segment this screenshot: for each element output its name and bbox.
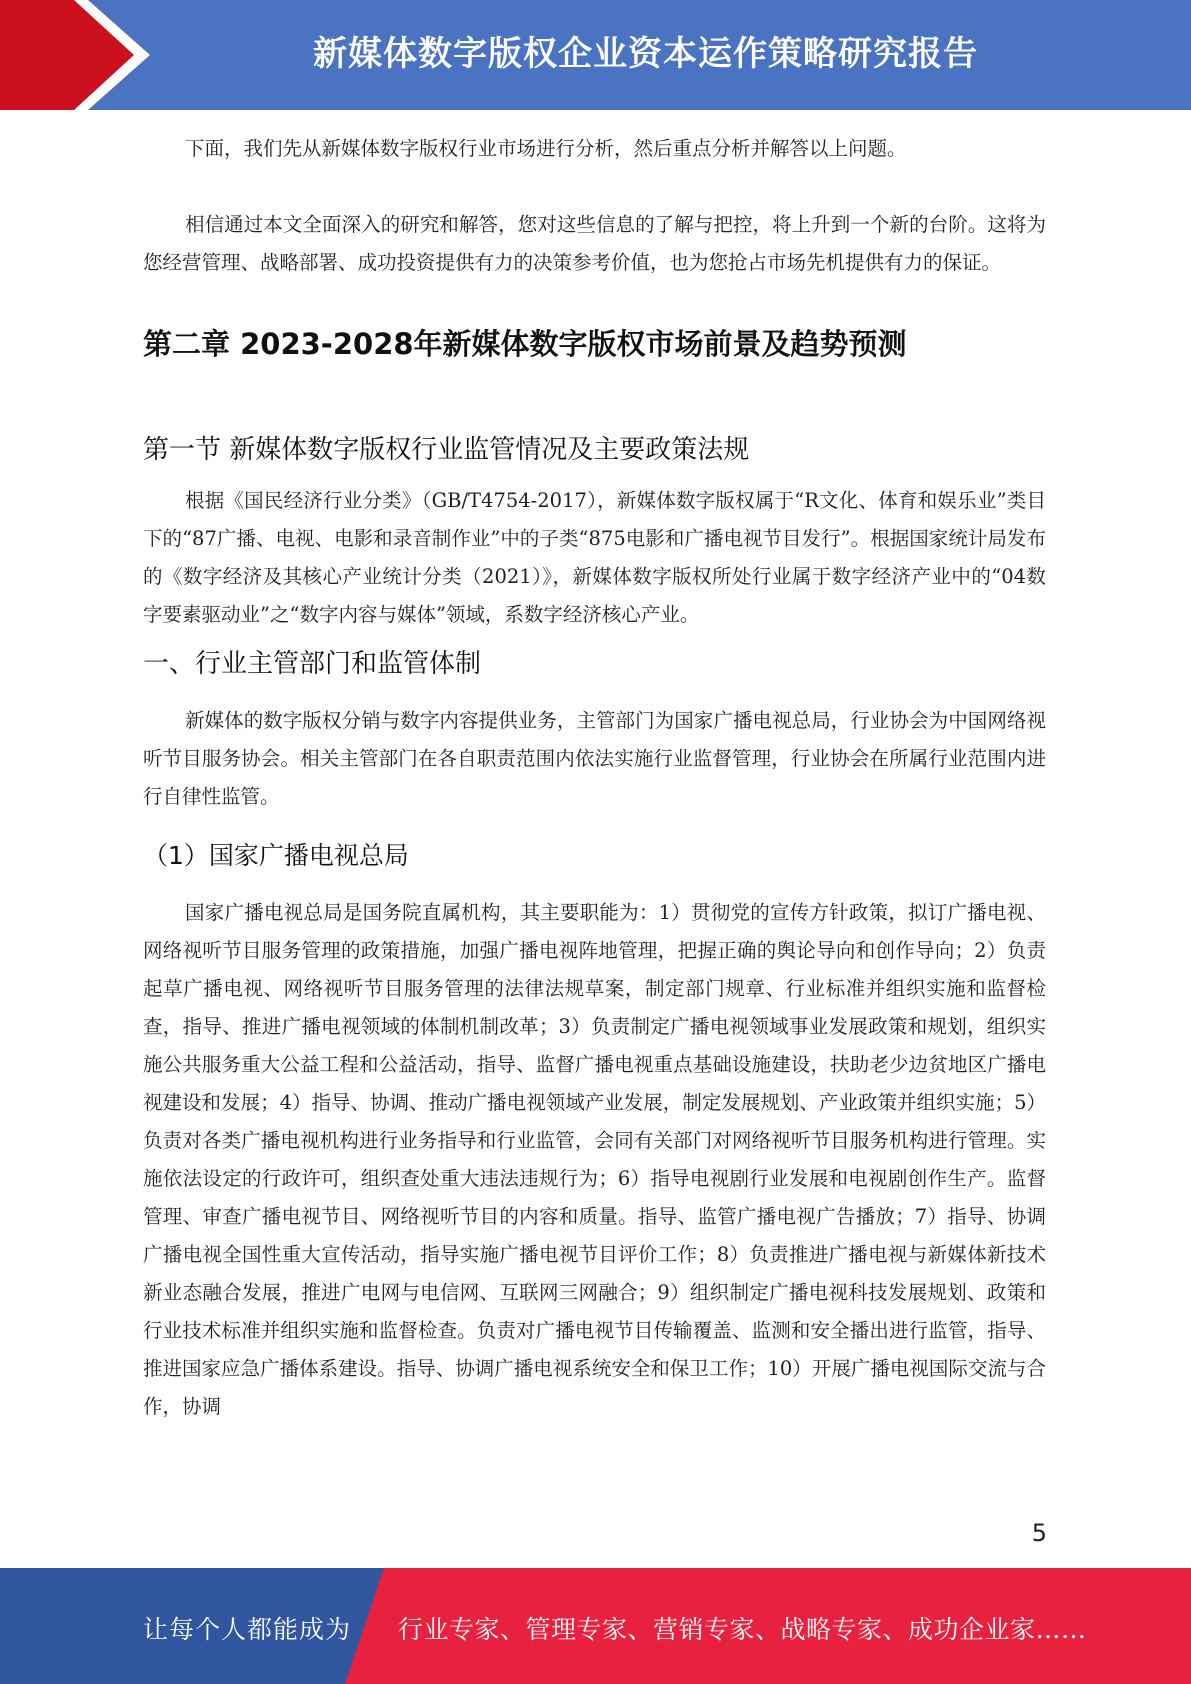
subsection-title: 一、行业主管部门和监管体制 — [143, 649, 482, 679]
page-content — [143, 130, 1046, 1426]
footer-slogan-left: 让每个人都能成为 — [143, 1615, 352, 1644]
report-title: 新媒体数字版权企业资本运作策略研究报告 — [313, 34, 978, 74]
section-title: 第一节 新媒体数字版权行业监管情况及主要政策法规 — [143, 435, 750, 465]
intro-paragraph-2: 相信通过本文全面深入的研究和解答，您对这些信息的了解与把控，将上升到一个新的台阶。这将为您经营管理、战略部署、成功投资提供有力的决策参考价值，也为您抢占市场先机提供有力的保证。 — [143, 213, 1046, 274]
page-number: 5 — [1031, 1519, 1047, 1547]
chapter-title: 第二章 2023-2028年新媒体数字版权市场前景及趋势预测 — [143, 327, 907, 361]
subsection-paragraph: 新媒体的数字版权分销与数字内容提供业务，主管部门为国家广播电视总局，行业协会为中国网络视听节目服务协会。相关主管部门在各自职责范围内依法实施行业监督管理，行业协会在所属行业范围内进行自律性监管。 — [143, 709, 1046, 808]
intro-paragraph-1: 下面，我们先从新媒体数字版权行业市场进行分析，然后重点分析并解答以上问题。 — [185, 137, 907, 160]
header-red-chevron-icon — [0, 0, 160, 110]
subsubsection-title: （1）国家广播电视总局 — [143, 841, 409, 870]
page-footer — [0, 1568, 1191, 1684]
section-paragraph: 根据《国民经济行业分类》（GB/T4754-2017），新媒体数字版权属于“R文化、体育和娱乐业”类目下的“87广播、电视、电影和录音制作业”中的子类“875电影和广播电视节目发行”。根据国家统计局发布的《数字经济及其核心产业统计分类（2021）》，新媒体数字版权所处行业属于数字经济产业中的“04数字要素驱动业”之“数字内容与媒体”领域，系数字经济核心产业。 — [143, 489, 1046, 626]
page-header — [0, 0, 1191, 110]
subsubsection-paragraph: 国家广播电视总局是国务院直属机构，其主要职能为：1）贯彻党的宣传方针政策，拟订广播电视、网络视听节目服务管理的政策措施，加强广播电视阵地管理，把握正确的舆论导向和创作导向；2）负责起草广播电视、网络视听节目服务管理的法律法规草案，制定部门规章、行业标准并组织实施和监督检查，指导、推进广播电视领域的体制机制改革；3）负责制定广播电视领域事业发展政策和规划，组织实施公共服务重大公益工程和公益活动，指导、监督广播电视重点基础设施建设，扶助老少边贫地区广播电视建设和发展；4）指导、协调、推动广播电视领域产业发展，制定发展规划、产业政策并组织实施；5）负责对各类广播电视机构进行业务指导和行业监管，会同有关部门对网络视听节目服务机构进行管理。实施依法设定的行政许可，组织查处重大违法违规行为；6）指导电视剧行业发展和电视剧创作生产。监督管理、审查广播电视节目、网络视听节目的内容和质量。指导、监管广播电视广告播放；7）指导、协调广播电视全国性重大宣传活动，指导实施广播电视节目评价工作；8）负责推进广播电视与新媒体新技术新业态融合发展，推进广电网与电信网、互联网三网融合；9）组织制定广播电视科技发展规划、政策和行业技术标准并组织实施和监督检查。负责对广播电视节目传输覆盖、监测和安全播出进行监管，指导、推进国家应急广播体系建设。指导、协调广播电视系统安全和保卫工作；10）开展广播电视国际交流与合作，协调 — [143, 901, 1046, 1418]
footer-slogan-right: 行业专家、管理专家、营销专家、战略专家、成功企业家…… — [398, 1615, 1087, 1644]
